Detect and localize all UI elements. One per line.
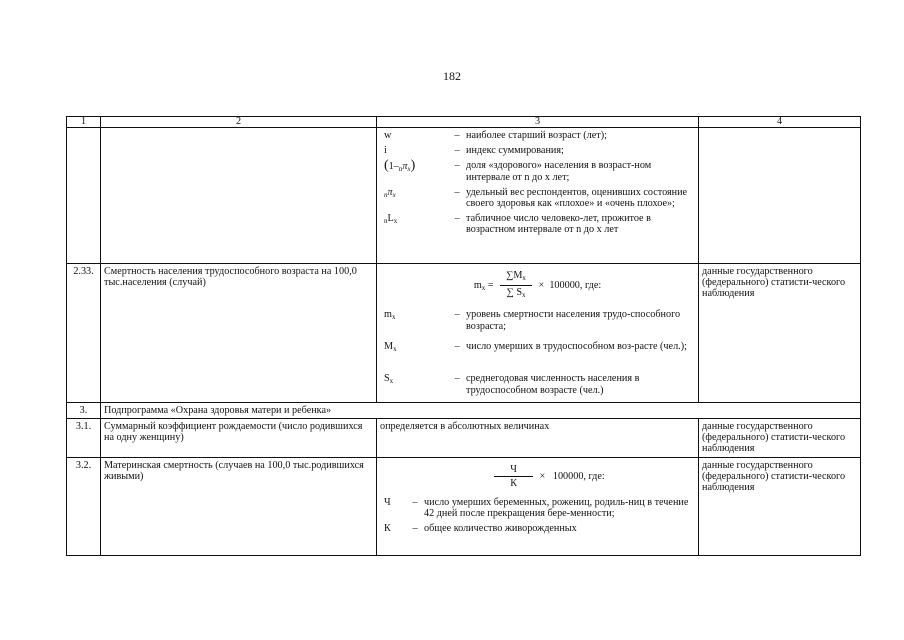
definition-dash: – [454,186,460,198]
row-name-cell [101,128,377,264]
symbol-part: x [389,377,394,386]
definition-dash: – [412,523,418,535]
definition-text: индекс суммирования; [466,145,564,157]
definition-text: доля «здорового» населения в возраст-ном интервале от n до x лет; [466,160,652,183]
row-name-cell: Материнская смертность (случаев на 100,0 тыс.родившихся живыми) [101,457,377,555]
header-col-2: 2 [101,117,377,128]
formula-equals: = [487,280,494,292]
table-row [67,264,861,403]
definition-text: общее количество живорожденных [424,523,577,535]
table-row [67,419,861,458]
formula-times: × [538,280,545,292]
definition-item [380,341,695,373]
symbol-part: π [402,161,408,173]
symbol-part: – [393,161,399,173]
denominator-text: ∑ S [506,287,522,299]
symbol-part: π [387,186,393,198]
definition-dash: – [454,130,460,141]
definition-text: число умерших в трудоспособном воз-расте (чел.); [466,341,687,353]
page-number: 182 [443,69,461,83]
definition-text: число умерших беременных, рожениц, родиль-ниц в течение 42 дней после прекращения бере-менности; [424,497,689,520]
symbol-part: n [398,165,403,174]
numerator-sub: x [522,274,526,282]
row-source-cell: данные государственного (федерального) статисти-ческого наблюдения [699,457,861,555]
definition-item [380,523,695,538]
row-num-cell: 3. [67,402,101,418]
definition-item [380,309,695,341]
row-method-cell [377,457,699,555]
row-name-cell: Смертность населения трудоспособного возраста на 100,0 тыс.населения (случай) [101,264,377,403]
symbol-part: x [391,313,396,322]
definition-item [380,187,695,213]
formula-lhs-sub: x [481,284,486,293]
formula-numerator [500,270,532,286]
symbol-part: x [392,190,396,199]
symbol-part: n [384,190,388,199]
formula-fraction [500,270,532,301]
formula-fraction [494,464,533,489]
definition-symbol [380,309,448,341]
formula-factor: 100000, где: [552,470,605,482]
definition-text: удельный вес респондентов, оценивших состояние своего здоровья как «плохое» и «очень плохое»; [466,186,688,210]
definition-symbol [380,341,448,373]
definition-symbol: i [384,145,387,157]
definition-text: наиболее старший возраст (лет); [466,130,607,141]
formula-denominator: К [510,477,517,489]
definition-symbol: $(1-_n\pi_x)$ [384,158,416,174]
definition-symbol: w [384,130,392,141]
symbol-part: n [384,217,388,226]
definition-item [380,497,695,523]
definition-dash: – [412,497,418,509]
definition-symbol [380,187,448,213]
definition-item [380,373,695,399]
definitions-list [380,497,695,539]
symbol-part: L [387,213,394,225]
symbol-part: M [384,341,394,353]
symbol-part: x [393,345,397,354]
symbol-part: 1 [388,161,394,173]
symbol-part: S [384,373,390,385]
formula-denominator [500,286,532,301]
row-method-cell [377,264,699,403]
definition-text: табличное число человеко-лет, прожитое в возрастном интервале от n до x лет [466,213,651,236]
header-col-1: 1 [67,117,101,128]
symbol-part: m [384,309,392,321]
definition-dash: – [454,145,460,157]
formula-times: × [539,470,546,482]
formula [380,266,695,309]
definition-text: уровень смертности населения трудо-способного возраста; [466,309,681,332]
definition-symbol: Ч [384,497,391,509]
row-num-cell: 3.2. [67,457,101,555]
header-col-4: 4 [699,117,861,128]
row-num-cell [67,128,101,264]
formula-lhs: m [473,280,482,292]
row-source-cell: данные государственного (федерального) статисти-ческого наблюдения [699,264,861,403]
formula [380,460,695,497]
definition-item [380,145,695,160]
definitions-list [380,309,695,399]
row-method-cell [377,128,699,264]
table-row [67,128,861,264]
numerator-text: ∑M [506,270,523,281]
row-name-cell: Суммарный коэффициент рождаемости (число родившихся на одну женщину) [101,419,377,458]
definition-item [380,160,695,186]
definition-symbol [380,213,448,239]
definitions-list [380,130,695,240]
definition-symbol: К [384,523,391,535]
row-num-cell: 3.1. [67,419,101,458]
row-method-cell: определяется в абсолютных величинах [377,419,699,458]
denominator-sub: x [522,291,526,300]
definition-dash: – [454,160,460,172]
definition-dash: – [454,341,460,353]
header-row [67,117,861,128]
formula-numerator: Ч [494,464,533,477]
definition-symbol [380,373,448,399]
table-row [67,402,861,418]
indicator-table [66,116,861,556]
section-title-cell: Подпрограмма «Охрана здоровья матери и ребенка» [101,402,861,418]
definition-text: среднегодовая численность населения в трудоспособном возрасте (чел.) [466,373,640,396]
definition-dash: – [454,309,460,321]
header-col-3: 3 [377,117,699,128]
definition-dash: – [454,373,460,385]
definition-dash: – [454,213,460,225]
row-source-cell: данные государственного (федерального) статисти-ческого наблюдения [699,419,861,458]
formula-factor: 100000, где: [549,280,602,292]
table-row [67,457,861,555]
symbol-part: x [393,217,398,226]
row-num-cell: 2.33. [67,264,101,403]
definition-item [380,130,695,145]
symbol-part: x [407,165,411,174]
definition-item [380,213,695,239]
row-source-cell [699,128,861,264]
